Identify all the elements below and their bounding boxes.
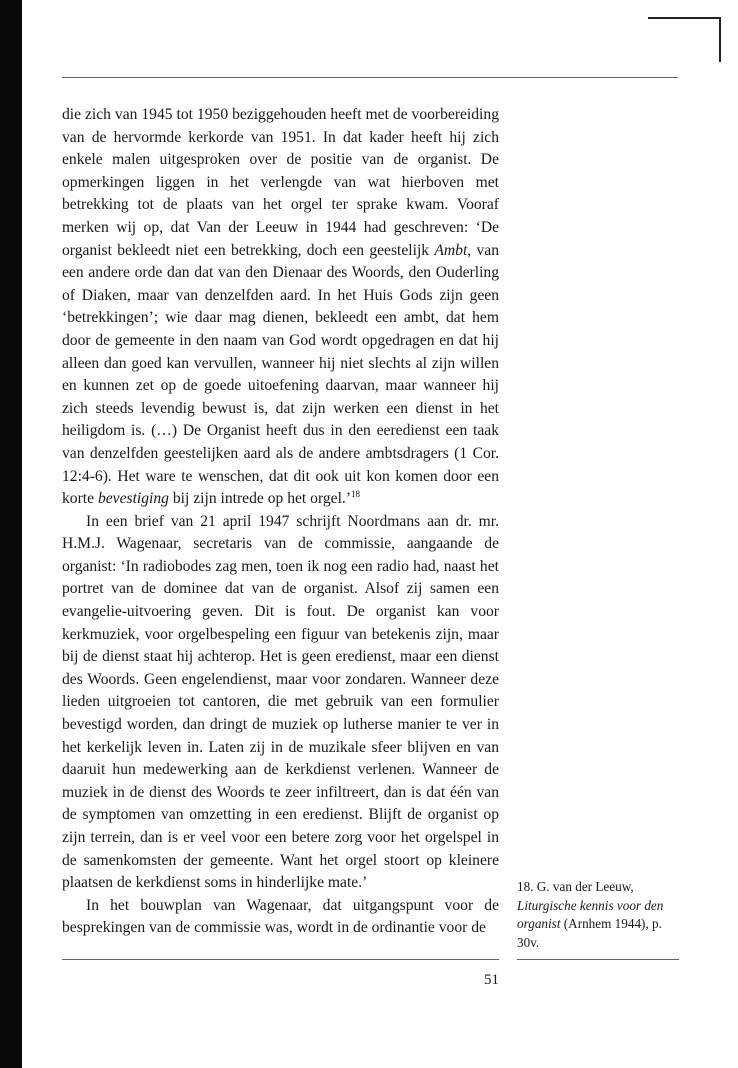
- paragraph-2: [62, 511, 499, 895]
- emphasis-text: Ambt: [434, 241, 468, 259]
- text-run: , van een andere orde dan dat van den Dienaar des Woords, den Ouderling of Diaken, maar van denzelfden aard. In het Huis Gods zijn geen ‘betrekkingen’; wie daar mag dienen, bekleedt een ambt, dat hem door de gemeente in den naam van God wordt opgedragen en dat hij alleen dan goed kan vervullen, wanneer hij niet slechts al zijn willen en kunnen zet op de goede uitoefening daarvan, maar wanneer hij zich steeds levendig bewust is, dat zijn werken een dienst in het heiligdom is. (…) De Organist heeft dus in den eeredienst een taak van denzelfden geestelijken aard als de andere ambtsdragers (1 Cor. 12:4-6). Het ware te wenschen, dat dit ook uit kon komen door een korte: [62, 241, 499, 508]
- emphasis-text: Liturgische kennis voor den organist: [517, 897, 664, 931]
- text-run: In het bouwplan van Wagenaar, dat uitgangspunt voor de besprekingen van de commissie was, wordt in de ordinantie voor de: [62, 896, 499, 937]
- text-run: (Arnhem 1944), p. 30v.: [517, 916, 662, 950]
- paragraph-1: [62, 104, 499, 511]
- text-run: die zich van 1945 tot 1950 beziggehouden heeft met de voorbereiding van de hervormde kerkorde van 1951. In dat kader heeft hij zich enkele malen uitgesproken over de positie van de organist. De opmerkingen liggen in het verlengde van wat hierboven met betrekking tot de plaats van het orgel ter sprake kwam. Vooraf merken wij op, dat Van der Leeuw in 1944 had geschreven: ‘De organist bekleedt niet een betrekking, doch een geestelijk: [62, 106, 499, 259]
- crop-mark-horizontal: [648, 17, 721, 19]
- paragraph-3: [62, 895, 499, 940]
- footer-rule-main: [62, 959, 499, 960]
- scan-edge-bar: [0, 0, 22, 1068]
- footer-rule-margin: [517, 959, 679, 960]
- page-number: 51: [484, 972, 499, 988]
- emphasis-text: bevestiging: [97, 490, 169, 508]
- text-run: 18. G. van der Leeuw,: [517, 879, 634, 894]
- text-run: bij zijn intrede op het orgel.’: [168, 490, 352, 508]
- footnote-ref: 18: [351, 488, 361, 499]
- main-text-column: [62, 104, 499, 940]
- header-rule: [62, 77, 678, 78]
- text-run: In een brief van 21 april 1947 schrijft Noordmans aan dr. mr. H.M.J. Wagenaar, secretaris van de commissie, aangaande de organist: ‘In radiobodes zag men, toen ik nog een radio had, naast het portret van de dominee dat van de organist. Alsof zij samen een evangelie-uitvoering geven. Dit is fout. De organist kan voor kerkmuziek, voor orgelbespeling een figuur van betekenis zijn, maar bij de dienst staat hij achterop. Het is geen eredienst, maar een dienst des Woords. Geen engelendienst, maar voor zondaren. Wanneer deze lieden uitgroeien tot cantoren, die met gebruik van een formulier bevestigd worden, dan dringt de muziek op lutherse manier te ver in het kerkelijk leven in. Laten zij in de muzikale sfeer blijven en van daaruit hun medewerking aan de kerkdienst verlenen. Wanneer de muziek in de dienst des Woords te zeer infiltreert, dan is dat één van de symptomen van omzetting in een eredienst. Blijft de organist op zijn terrein, dan is er veel voor een betere zorg voor het orgelspel in de samenkomsten der gemeente. Want het orgel stoort op kleinere plaatsen de kerkdienst soms in hinderlijke mate.’: [62, 512, 499, 892]
- crop-mark-vertical: [719, 17, 721, 62]
- footnote-18: [517, 878, 682, 952]
